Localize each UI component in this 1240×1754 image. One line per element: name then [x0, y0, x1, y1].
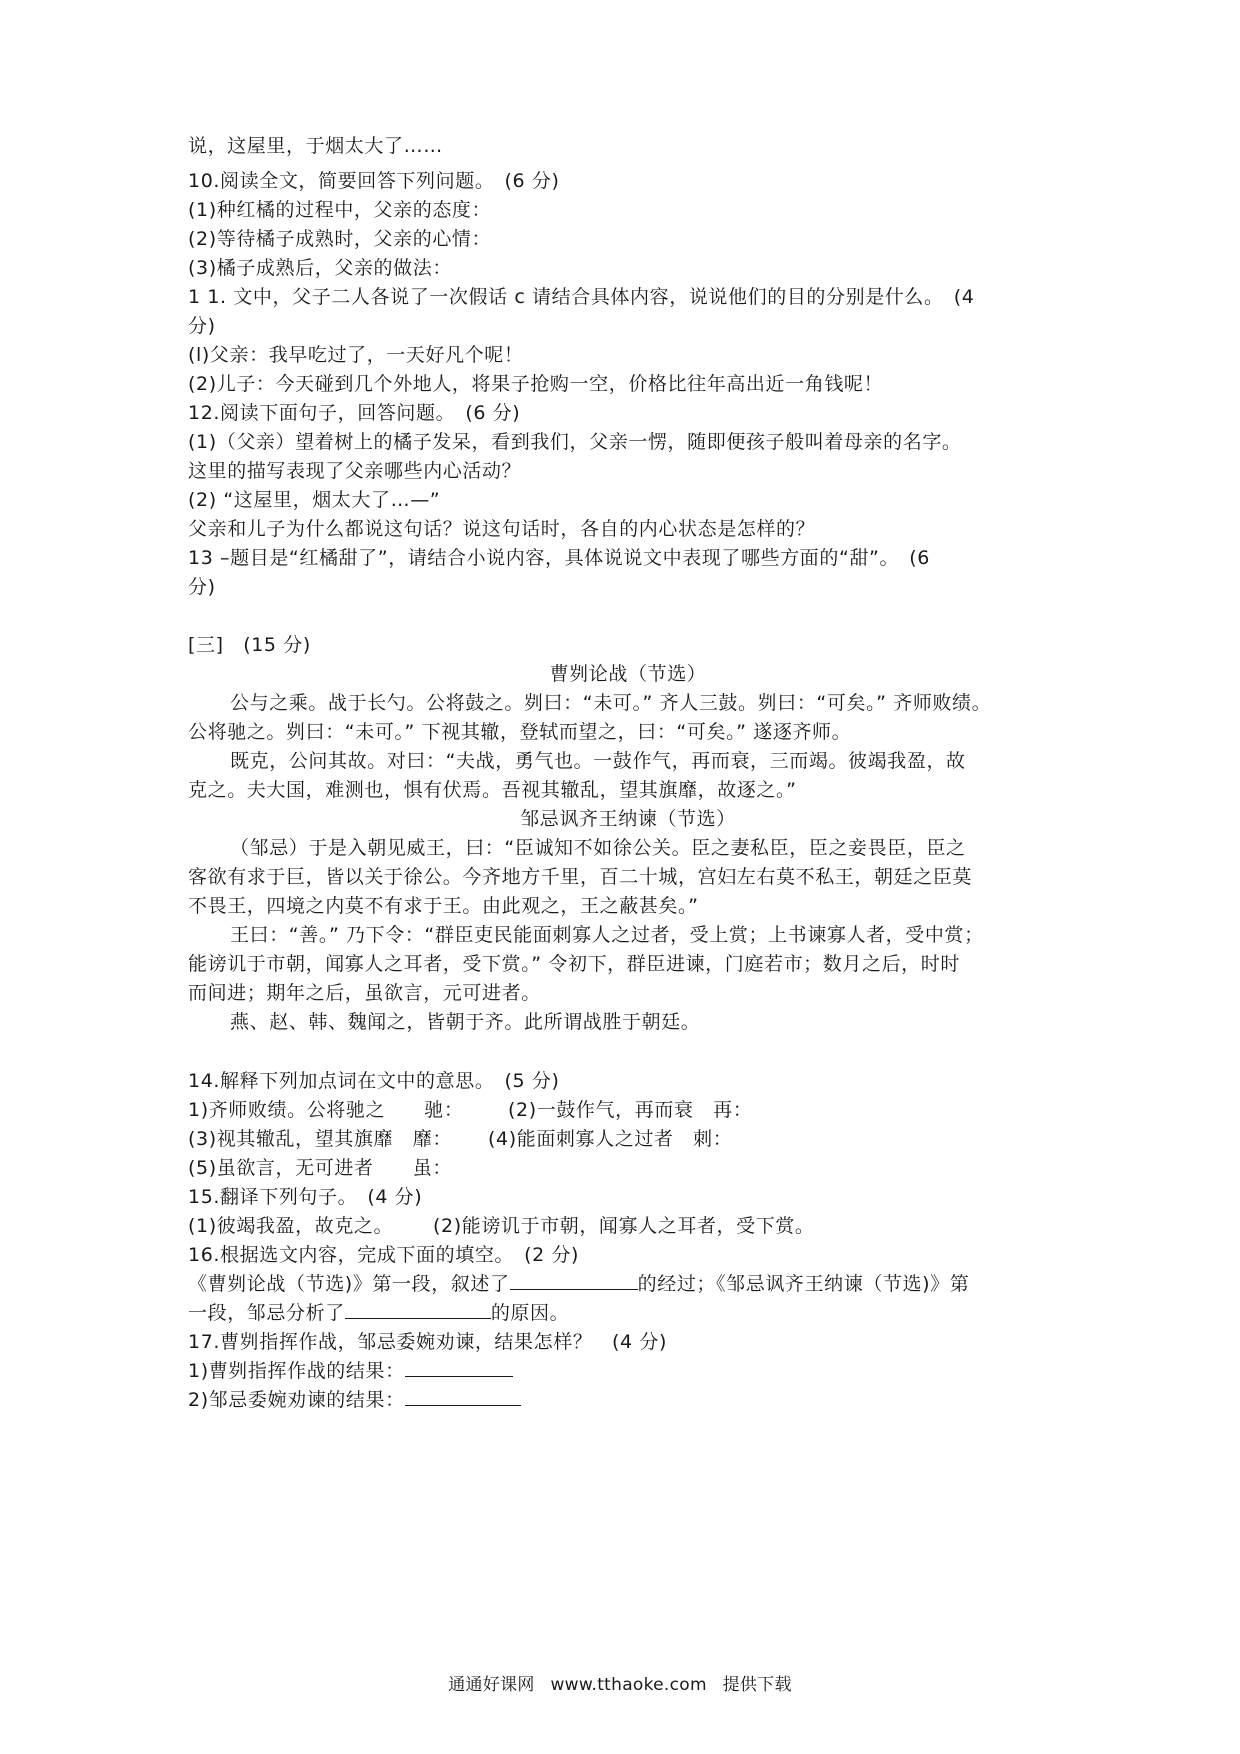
page-footer — [0, 1670, 1240, 1695]
footer-url[interactable]: www.tthaoke.com — [550, 1675, 707, 1695]
question-12-part-2: (2) “这屋里，烟太大了…—” — [188, 489, 441, 511]
question-14-item-4: (4)能面刺寡人之过者 刺： — [488, 1128, 733, 1150]
question-12-part-1: (1)（父亲）望着树上的橘子发呆，看到我们，父亲一愣，随即便孩子般叫着母亲的名字。 — [188, 431, 962, 453]
question-17-label: 1)曹刿指挥作战的结果： — [188, 1360, 405, 1382]
question-13: 13 –题目是“红橘甜了”，请结合小说内容，具体说说文中表现了哪些方面的“甜”。 (6 — [188, 547, 930, 569]
question-11-part-2: (2)儿子：今天碰到几个外地人，将果子抢购一空，价格比往年高出近一角钱呢！ — [188, 373, 884, 395]
question-16: 16.根据选文内容，完成下面的填空。 (2 分) — [188, 1244, 580, 1266]
passage-2-line: 王曰：“善。” 乃下令：“群臣吏民能面刺寡人之过者，受上赏；上书谏寡人者，受中赏； — [230, 924, 984, 946]
question-10-part-1: (1)种红橘的过程中，父亲的态度： — [188, 199, 492, 221]
question-11: 1 1. 文中，父子二人各说了一次假话 c 请结合具体内容，说说他们的目的分别是什么。 (4 — [188, 286, 975, 308]
passage-1-line: 公将驰之。刿曰：“未可。” 下视其辙，登轼而望之，曰：“可矣。” 遂逐齐师。 — [188, 721, 852, 743]
passage-1-line: 既克，公问其故。对曰：“夫战，勇气也。一鼓作气，再而衰，三而竭。彼竭我盈，故 — [230, 750, 966, 772]
question-14-item-2: (2)一鼓作气，再而衰 再： — [508, 1099, 753, 1121]
answer-blank[interactable] — [405, 1387, 521, 1406]
question-16-text: 一段，邹忌分析了 — [188, 1302, 345, 1324]
question-15: 15.翻译下列句子。 (4 分) — [188, 1186, 423, 1208]
question-11-cont: 分) — [188, 315, 216, 337]
answer-blank[interactable] — [510, 1271, 638, 1290]
passage-2-line: 客欲有求于巨，皆以关于徐公。今齐地方千里，百二十城，宫妇左右莫不私王，朝廷之臣莫 — [188, 866, 973, 888]
question-10: 10.阅读全文，简要回答下列问题。 (6 分) — [188, 170, 560, 192]
question-11-part-1: (l)父亲：我早吃过了，一天好凡个呢！ — [188, 344, 524, 366]
question-15-item-1: (1)彼竭我盈，故克之。 — [188, 1215, 394, 1237]
question-14-row-2 — [188, 1126, 1068, 1152]
question-10-part-2: (2)等待橘子成熟时，父亲的心情： — [188, 228, 492, 250]
text-line: 说，这屋里，于烟太大了…… — [188, 135, 443, 157]
passage-2-line: （邹忌）于是入朝见威王，曰：“臣诚知不如徐公关。臣之妻私臣，臣之妾畏臣，臣之 — [230, 837, 966, 859]
question-14-row-1 — [188, 1097, 1068, 1123]
question-16-text: 的经过；《邹忌讽齐王纳谏（节选)》第 — [637, 1273, 970, 1295]
question-17-label: 2)邹忌委婉劝谏的结果： — [188, 1389, 405, 1411]
passage-title-2: 邹忌讽齐王纳谏（节选） — [520, 808, 736, 830]
question-14: 14.解释下列加点词在文中的意思。 (5 分) — [188, 1070, 560, 1092]
question-10-part-3: (3)橘子成熟后，父亲的做法： — [188, 257, 452, 279]
answer-blank[interactable] — [405, 1358, 513, 1377]
question-14-item-5: (5)虽欲言，无可进者 虽： — [188, 1157, 452, 1179]
passage-1-line: 公与之乘。战于长勺。公将鼓之。刿曰：“未可。” 齐人三鼓。刿曰：“可矣。” 齐师败绩。 — [230, 692, 992, 714]
question-15-row — [188, 1213, 1068, 1239]
question-17-part-1 — [188, 1358, 1068, 1384]
question-16-fill-2 — [188, 1300, 1068, 1326]
question-16-text: 《曹刿论战（节选)》第一段，叙述了 — [188, 1273, 510, 1295]
question-12-part-2-cont: 父亲和儿子为什么都说这句话？说这句话时，各自的内心状态是怎样的？ — [188, 518, 816, 540]
passage-2-line: 而间进；期年之后，虽欲言，元可进者。 — [188, 982, 541, 1004]
footer-note: 提供下载 — [722, 1675, 792, 1695]
footer-site-name: 通通好课网 — [448, 1675, 535, 1695]
section-heading: [三] (15 分) — [188, 634, 311, 656]
answer-blank[interactable] — [345, 1300, 491, 1319]
question-12-part-1-cont: 这里的描写表现了父亲哪些内心活动？ — [188, 460, 522, 482]
question-14-item-1: 1)齐师败绩。公将驰之 驰： — [188, 1099, 464, 1121]
question-16-fill-1 — [188, 1271, 1068, 1297]
passage-2-line: 燕、赵、韩、魏闻之，皆朝于齐。此所谓战胜于朝廷。 — [230, 1011, 701, 1033]
question-15-item-2: (2)能谤讥于市朝，闻寡人之耳者，受下赏。 — [433, 1215, 815, 1237]
question-13-cont: 分) — [188, 576, 216, 598]
passage-2-line: 不畏王，四境之内莫不有求于王。由此观之，王之蔽甚矣。” — [188, 895, 699, 917]
question-17: 17.曹刿指挥作战，邹忌委婉劝谏，结果怎样？ (4 分) — [188, 1331, 667, 1353]
passage-1-line: 克之。夫大国，难测也，惧有伏焉。吾视其辙乱，望其旗靡，故逐之。” — [188, 779, 797, 801]
question-12: 12.阅读下面句子，回答问题。 (6 分) — [188, 402, 521, 424]
passage-title-1: 曹刿论战（节选） — [549, 663, 707, 685]
question-17-part-2 — [188, 1387, 1068, 1413]
passage-2-line: 能谤讥于市朝，闻寡人之耳者，受下赏。” 令初下，群臣进谏，门庭若市；数月之后，时时 — [188, 953, 960, 975]
question-14-item-3: (3)视其辙乱，望其旗靡 靡： — [188, 1128, 452, 1150]
question-16-text: 的原因。 — [490, 1302, 570, 1324]
